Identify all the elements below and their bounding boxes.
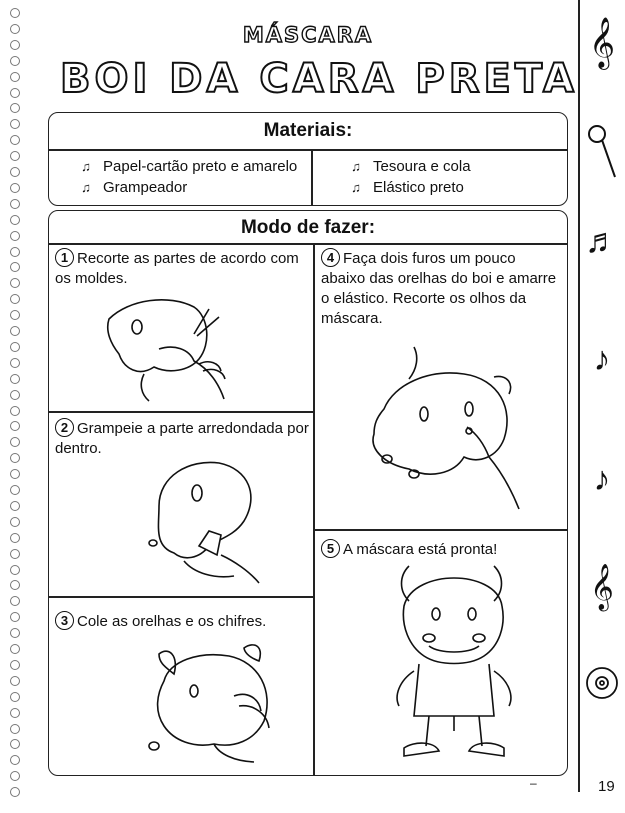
spiral-ring <box>10 549 20 559</box>
spiral-ring <box>10 390 20 400</box>
spiral-ring <box>10 215 20 225</box>
spiral-ring <box>10 453 20 463</box>
spiral-ring <box>10 406 20 416</box>
spiral-ring <box>10 56 20 66</box>
dash-mark: – <box>530 776 537 790</box>
treble-clef-icon: 𝄞 <box>590 565 614 609</box>
finished-mask-illustration <box>374 556 534 766</box>
materials-heading: Materiais: <box>263 120 353 141</box>
material-item: ♫ Grampeador <box>79 179 187 196</box>
step-number: 1 <box>55 248 74 267</box>
stapling-illustration <box>139 451 269 586</box>
spiral-ring <box>10 119 20 129</box>
divider <box>49 243 567 245</box>
spiral-ring <box>10 374 20 384</box>
cutting-illustration <box>99 289 259 404</box>
music-note-icon: ♫ <box>81 180 91 195</box>
spiral-ring <box>10 278 20 288</box>
divider <box>313 243 315 775</box>
spiral-ring <box>10 40 20 50</box>
spiral-ring <box>10 755 20 765</box>
divider <box>49 411 314 413</box>
spiral-ring <box>10 88 20 98</box>
spiral-ring <box>10 580 20 590</box>
spiral-ring <box>10 103 20 113</box>
elastic-illustration <box>359 339 534 514</box>
spiral-ring <box>10 644 20 654</box>
side-divider <box>578 0 580 792</box>
spiral-ring <box>10 771 20 781</box>
spiral-binding <box>4 8 26 808</box>
step-3: 3 Cole as orelhas e os chifres. <box>55 611 310 632</box>
spiral-ring <box>10 660 20 670</box>
spiral-ring <box>10 501 20 511</box>
spiral-ring <box>10 247 20 257</box>
spiral-ring <box>10 676 20 686</box>
divider <box>49 149 567 151</box>
spiral-ring <box>10 167 20 177</box>
material-item: ♫ Tesoura e cola <box>349 158 471 175</box>
spiral-ring <box>10 628 20 638</box>
treble-clef-icon: 𝄞 <box>588 18 615 67</box>
spiral-ring <box>10 724 20 734</box>
music-note-icon: ♫ <box>351 159 361 174</box>
spiral-ring <box>10 517 20 527</box>
spiral-ring <box>10 199 20 209</box>
spiral-ring <box>10 469 20 479</box>
cd-disc-icon <box>583 665 621 706</box>
spiral-ring <box>10 612 20 622</box>
page-title-small: MÁSCARA <box>242 23 374 47</box>
music-notes-icon: ♬ <box>585 222 619 260</box>
page-number: 19 <box>598 778 615 795</box>
divider <box>314 529 567 531</box>
gluing-illustration <box>139 636 299 766</box>
spiral-ring <box>10 310 20 320</box>
step-number: 5 <box>321 539 340 558</box>
spiral-ring <box>10 262 20 272</box>
spiral-ring <box>10 692 20 702</box>
eighth-note-icon: ♪ <box>593 340 611 378</box>
page-title: BOI DA CARA PRETA <box>60 56 578 102</box>
materials-box <box>48 112 568 206</box>
music-note-icon: ♫ <box>351 180 361 195</box>
spiral-ring <box>10 342 20 352</box>
spiral-ring <box>10 183 20 193</box>
spiral-ring <box>10 326 20 336</box>
step-2: 2 Grampeie a parte arredondada por dentro. <box>55 420 309 457</box>
spiral-ring <box>10 596 20 606</box>
method-heading: Modo de fazer: <box>240 217 376 238</box>
spiral-ring <box>10 24 20 34</box>
step-number: 2 <box>55 418 74 437</box>
spiral-ring <box>10 72 20 82</box>
spiral-ring <box>10 533 20 543</box>
eighth-note-icon: ♪ <box>593 460 611 498</box>
spiral-ring <box>10 787 20 797</box>
music-note-icon: ♫ <box>81 159 91 174</box>
microphone-icon <box>583 122 621 187</box>
step-number: 4 <box>321 248 340 267</box>
spiral-ring <box>10 565 20 575</box>
divider <box>49 596 314 598</box>
spiral-ring <box>10 708 20 718</box>
step-5: 5 A máscara está pronta! <box>321 539 559 560</box>
spiral-ring <box>10 485 20 495</box>
spiral-ring <box>10 358 20 368</box>
spiral-ring <box>10 421 20 431</box>
spiral-ring <box>10 8 20 18</box>
material-item: ♫ Papel-cartão preto e amarelo <box>79 158 297 175</box>
step-4: 4 Faça dois furos um pouco abaixo das orelhas do boi e amarre o elástico. Recorte os olhos da máscara. <box>321 250 557 327</box>
step-1: 1 Recorte as partes de acordo com os moldes. <box>55 250 299 287</box>
spiral-ring <box>10 739 20 749</box>
step-number: 3 <box>55 611 74 630</box>
spiral-ring <box>10 231 20 241</box>
material-item: ♫ Elástico preto <box>349 179 464 196</box>
divider <box>311 149 313 205</box>
spiral-ring <box>10 151 20 161</box>
spiral-ring <box>10 135 20 145</box>
method-box <box>48 210 568 776</box>
spiral-ring <box>10 437 20 447</box>
spiral-ring <box>10 294 20 304</box>
